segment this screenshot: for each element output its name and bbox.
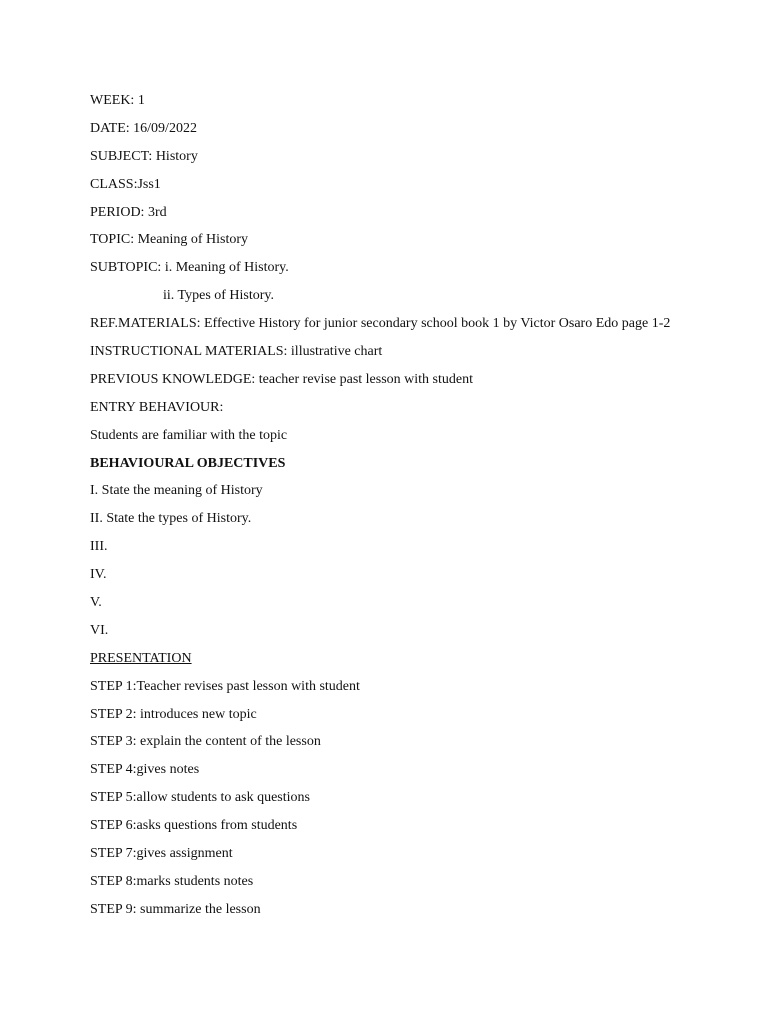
presentation-step: STEP 6:asks questions from students [90, 818, 298, 834]
class-line: CLASS:Jss1 [90, 176, 161, 192]
presentation-step: STEP 1:Teacher revises past lesson with student [90, 678, 360, 694]
objective-item: IV. [90, 567, 107, 583]
presentation-step: STEP 7:gives assignment [90, 846, 233, 862]
previous-knowledge-line: PREVIOUS KNOWLEDGE: teacher revise past lesson with student [90, 371, 473, 387]
subtopic-line-2: ii. Types of History. [163, 288, 275, 304]
objective-item: II. State the types of History. [90, 511, 252, 527]
objective-item: VI. [90, 622, 109, 638]
ref-materials-line: REF.MATERIALS: Effective History for junior secondary school book 1 by Victor Osaro Edo page 1-2 [90, 316, 671, 332]
date-line: DATE: 16/09/2022 [90, 120, 197, 136]
period-line: PERIOD: 3rd [90, 204, 167, 220]
subtopic-line-1: SUBTOPIC: i. Meaning of History. [90, 260, 289, 276]
presentation-step: STEP 8:marks students notes [90, 873, 254, 889]
presentation-step: STEP 9: summarize the lesson [90, 901, 261, 917]
instructional-materials-line: INSTRUCTIONAL MATERIALS: illustrative chart [90, 344, 383, 360]
presentation-step: STEP 4:gives notes [90, 762, 200, 778]
entry-behaviour-label: ENTRY BEHAVIOUR: [90, 399, 224, 415]
objective-item: III. [90, 539, 108, 555]
entry-behaviour-text: Students are familiar with the topic [90, 427, 288, 443]
presentation-step: STEP 5:allow students to ask questions [90, 790, 310, 806]
presentation-step: STEP 3: explain the content of the lesson [90, 734, 321, 750]
topic-line: TOPIC: Meaning of History [90, 232, 249, 248]
presentation-step: STEP 2: introduces new topic [90, 706, 257, 722]
objectives-heading: BEHAVIOURAL OBJECTIVES [90, 455, 286, 471]
objective-item: I. State the meaning of History [90, 483, 263, 499]
week-line: WEEK: 1 [90, 93, 145, 108]
lesson-note [90, 87, 730, 924]
subject-line: SUBJECT: History [90, 148, 198, 164]
objective-item: V. [90, 595, 102, 611]
presentation-heading: PRESENTATION [90, 650, 192, 666]
